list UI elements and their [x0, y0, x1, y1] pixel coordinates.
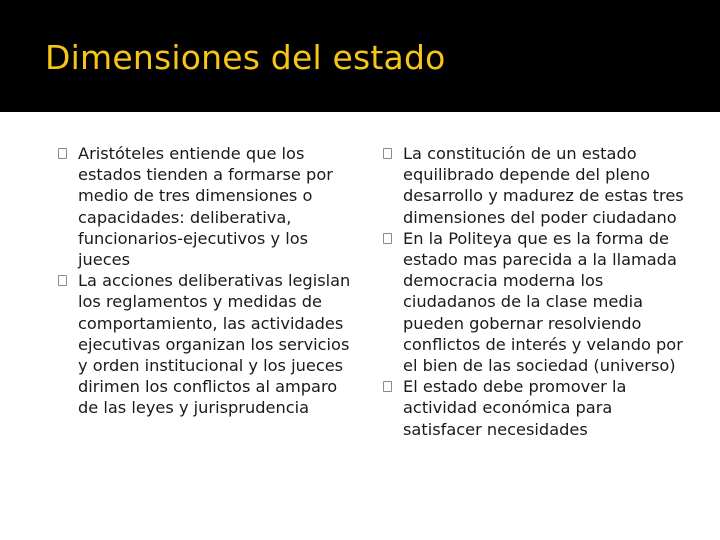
left-column [58, 143, 358, 419]
square-bullet-icon [383, 148, 392, 159]
bullet-text: En la Politeya que es la forma de estado mas parecida a la llamada democracia moderna los ciudadanos de la clase media pueden gobernar resolviendo conflictos de interés y velando por el bien de las sociedad (universo) [403, 228, 683, 376]
slide-title: Dimensiones del estado [45, 38, 446, 77]
bullet-text: El estado debe promover la actividad económica para satisfacer necesidades [403, 377, 627, 439]
title-band [0, 0, 720, 112]
bullet-item [383, 228, 693, 376]
right-column [383, 143, 693, 440]
bullet-item [58, 143, 358, 270]
bullet-item [58, 270, 358, 418]
bullet-text: Aristóteles entiende que los estados tienden a formarse por medio de tres dimensiones o capacidades: deliberativa, funcionarios-ejecutivos y los jueces [78, 144, 333, 270]
bullet-item [383, 143, 693, 228]
square-bullet-icon [383, 233, 392, 244]
bullet-text: La constitución de un estado equilibrado depende del pleno desarrollo y madurez de estas tres dimensiones del poder ciudadano [403, 144, 684, 227]
square-bullet-icon [58, 275, 67, 286]
square-bullet-icon [383, 381, 392, 392]
square-bullet-icon [58, 148, 67, 159]
bullet-item [383, 376, 693, 440]
bullet-text: La acciones deliberativas legislan los reglamentos y medidas de comportamiento, las actividades ejecutivas organizan los servicios y orden institucional y los jueces dirimen los conflictos al amparo de las leyes y jurisprudencia [78, 271, 351, 418]
